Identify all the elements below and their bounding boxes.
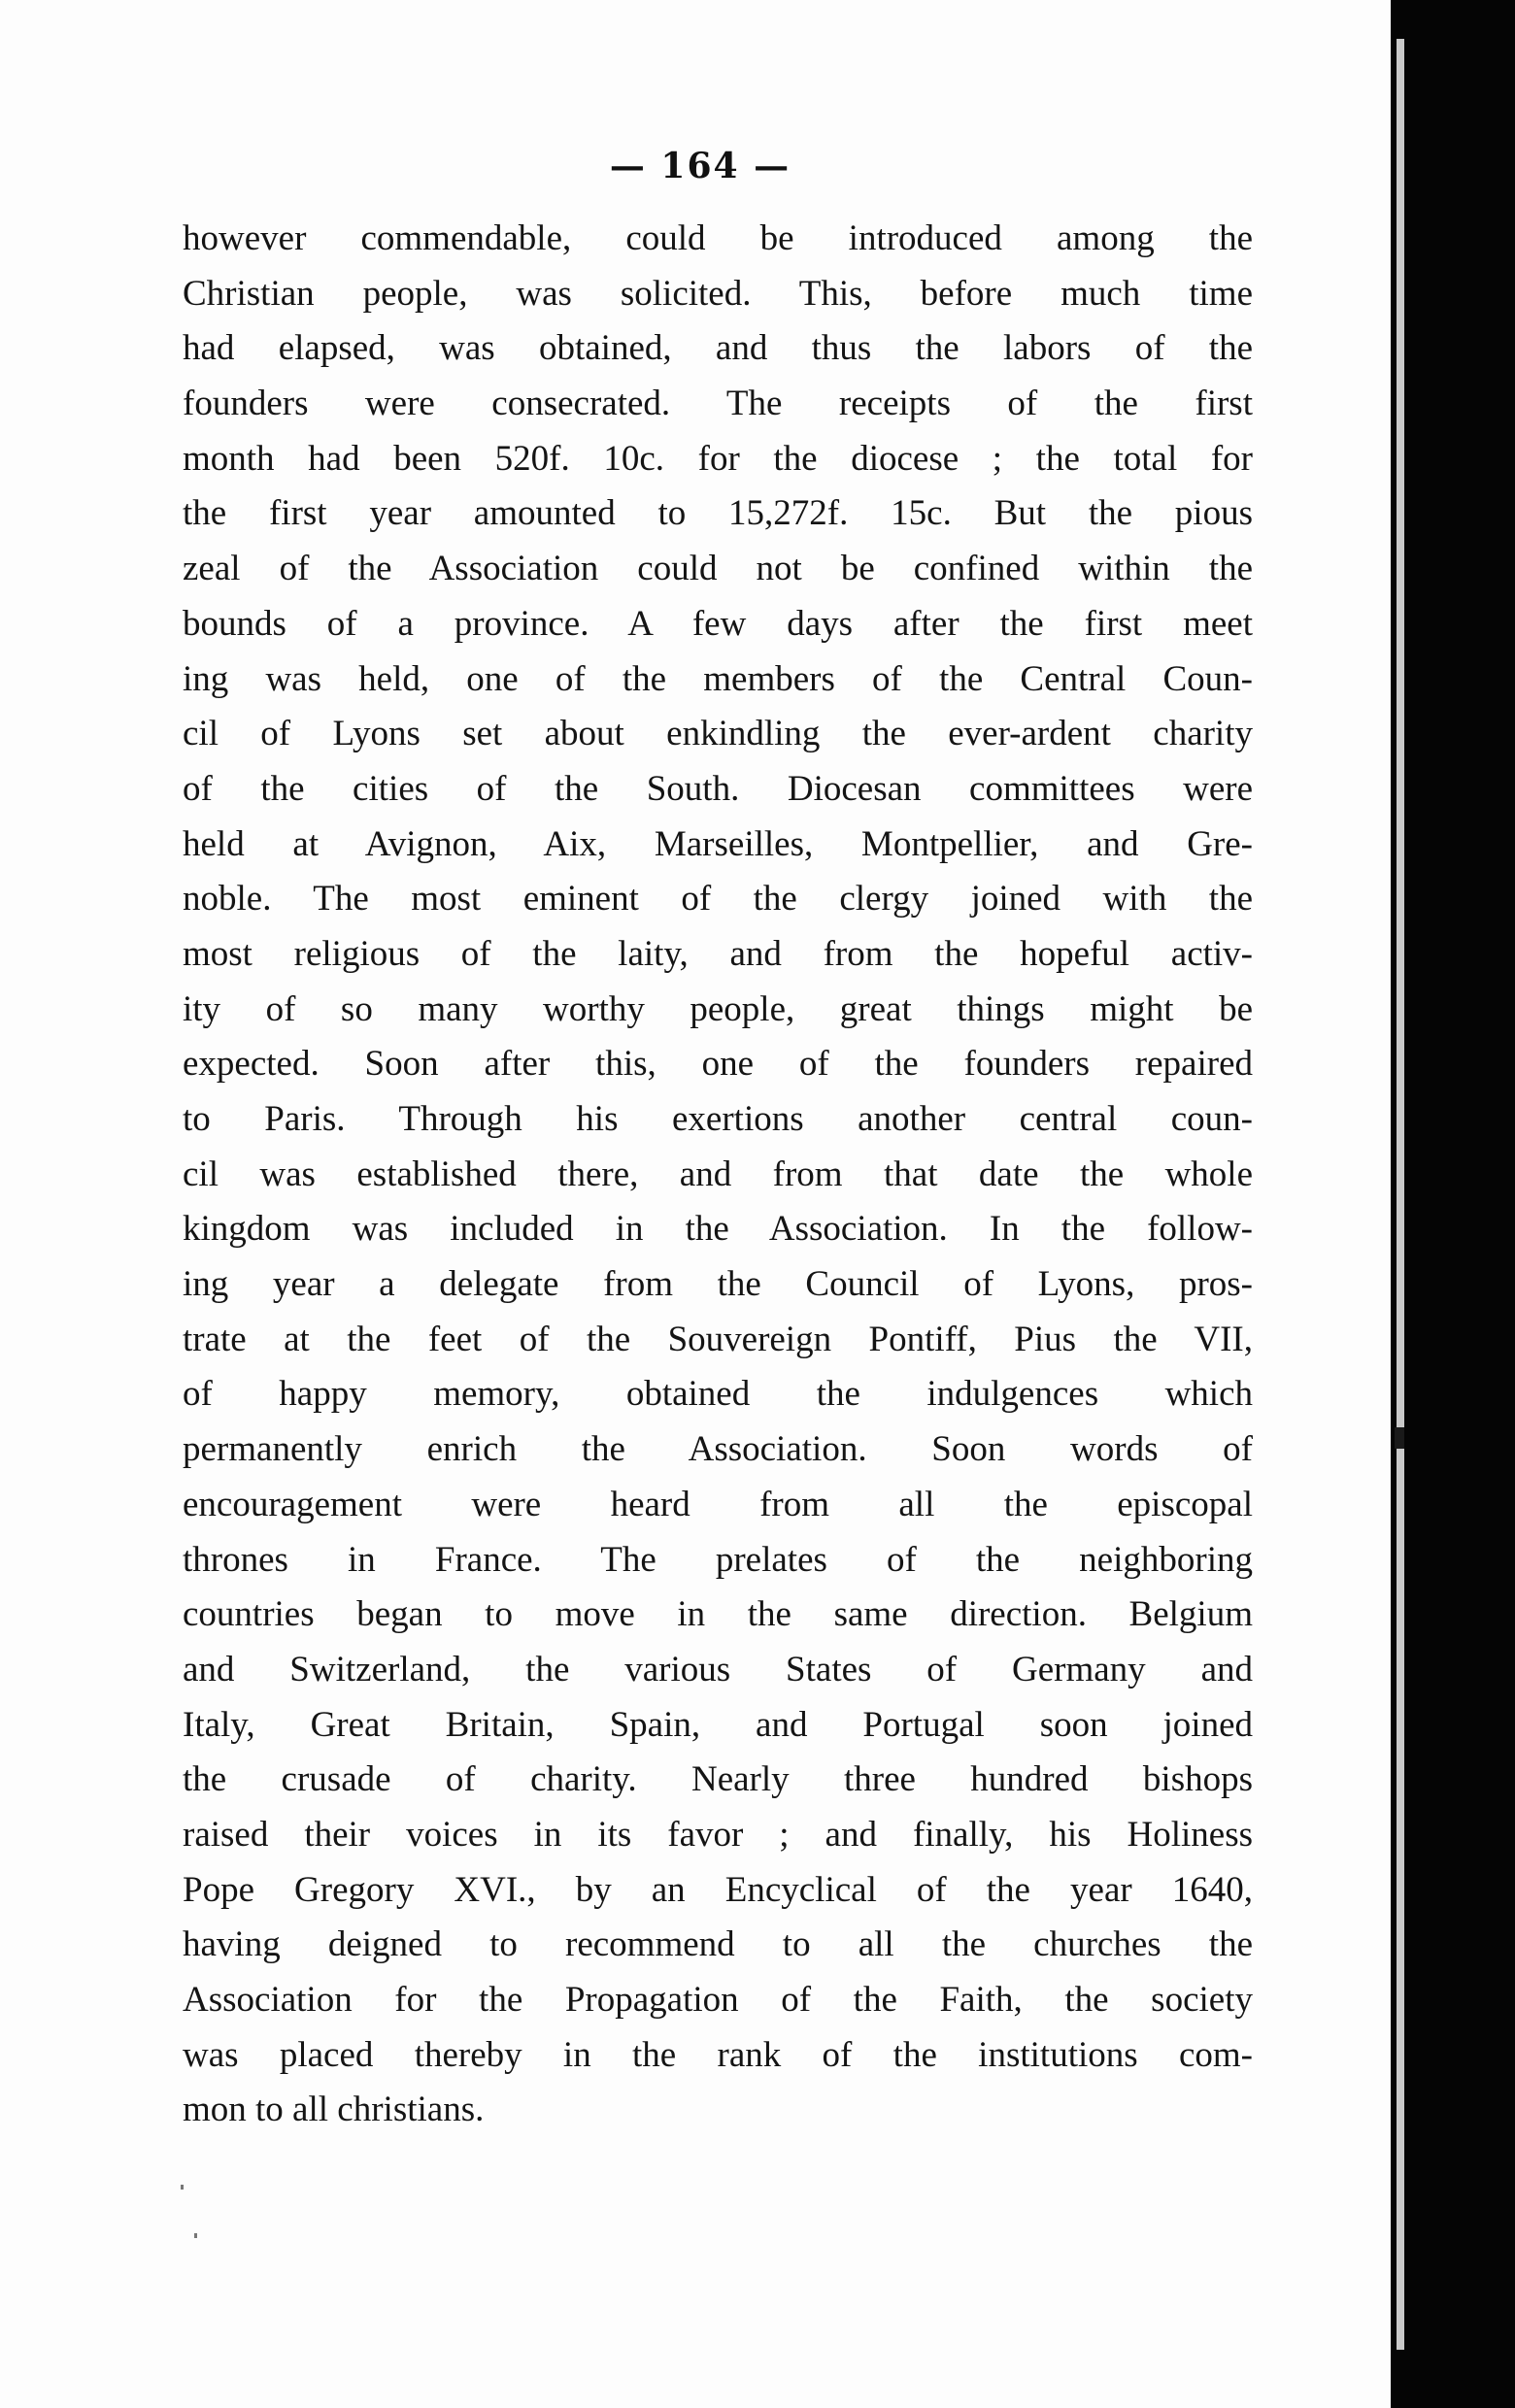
page-edge-strip	[1397, 39, 1404, 2350]
text-line: founders were consecrated. The receipts of the first	[183, 384, 1253, 424]
text-line: trate at the feet of the Souvereign Pontiff, Pius the VII,	[183, 1319, 1253, 1359]
text-line: ing was held, one of the members of the Central Coun-	[183, 658, 1253, 699]
text-line: Christian people, was solicited. This, before much time	[183, 273, 1253, 314]
page-edge-mark	[1395, 1427, 1404, 1449]
text-line: bounds of a province. A few days after the first meet	[183, 603, 1253, 644]
text-line: most religious of the laity, and from the hopeful activ-	[183, 933, 1253, 974]
text-line: month had been 520f. 10c. for the diocese ; the total for	[183, 438, 1253, 479]
text-line: the crusade of charity. Nearly three hundred bishops	[183, 1759, 1253, 1800]
text-line: cil was established there, and from that date the whole	[183, 1154, 1253, 1194]
text-line: of happy memory, obtained the indulgences which	[183, 1374, 1253, 1415]
text-line: raised their voices in its favor ; and finally, his Holiness	[183, 1814, 1253, 1855]
book-spine-edge	[1391, 0, 1515, 2408]
text-line: kingdom was included in the Association. In the follow-	[183, 1209, 1253, 1250]
text-line: Pope Gregory XVI., by an Encyclical of the year 1640,	[183, 1869, 1253, 1910]
scan-speck	[181, 2185, 184, 2190]
text-line: noble. The most eminent of the clergy joined with the	[183, 879, 1253, 920]
text-line: however commendable, could be introduced among the	[183, 218, 1253, 258]
text-line: was placed thereby in the rank of the institutions com-	[183, 2034, 1253, 2075]
text-line: ity of so many worthy people, great things might be	[183, 988, 1253, 1029]
text-line: encouragement were heard from all the episcopal	[183, 1484, 1253, 1524]
text-line: Italy, Great Britain, Spain, and Portugal soon joined	[183, 1704, 1253, 1745]
text-line: permanently enrich the Association. Soon words of	[183, 1429, 1253, 1470]
text-line: to Paris. Through his exertions another central coun-	[183, 1099, 1253, 1139]
text-line: countries began to move in the same direction. Belgium	[183, 1594, 1253, 1635]
text-line: of the cities of the South. Diocesan committees were	[183, 768, 1253, 809]
text-line: expected. Soon after this, one of the founders repaired	[183, 1044, 1253, 1085]
text-line: held at Avignon, Aix, Marseilles, Montpellier, and Gre-	[183, 823, 1253, 864]
body-text	[183, 212, 1253, 2138]
text-line: had elapsed, was obtained, and thus the labors of the	[183, 328, 1253, 369]
scan-speck	[194, 2233, 197, 2238]
text-line: Association for the Propagation of the Faith, the society	[183, 1980, 1253, 2020]
text-line: thrones in France. The prelates of the neighboring	[183, 1539, 1253, 1580]
text-line: mon to all christians.	[183, 2090, 485, 2130]
text-line: having deigned to recommend to all the churches the	[183, 1924, 1253, 1965]
text-line: ing year a delegate from the Council of Lyons, pros-	[183, 1264, 1253, 1305]
text-line: and Switzerland, the various States of Germany and	[183, 1649, 1253, 1689]
text-line: the first year amounted to 15,272f. 15c. But the pious	[183, 493, 1253, 534]
page-number: — 164 —	[609, 146, 791, 186]
text-line: zeal of the Association could not be confined within the	[183, 549, 1253, 589]
text-line: cil of Lyons set about enkindling the ever-ardent charity	[183, 714, 1253, 754]
